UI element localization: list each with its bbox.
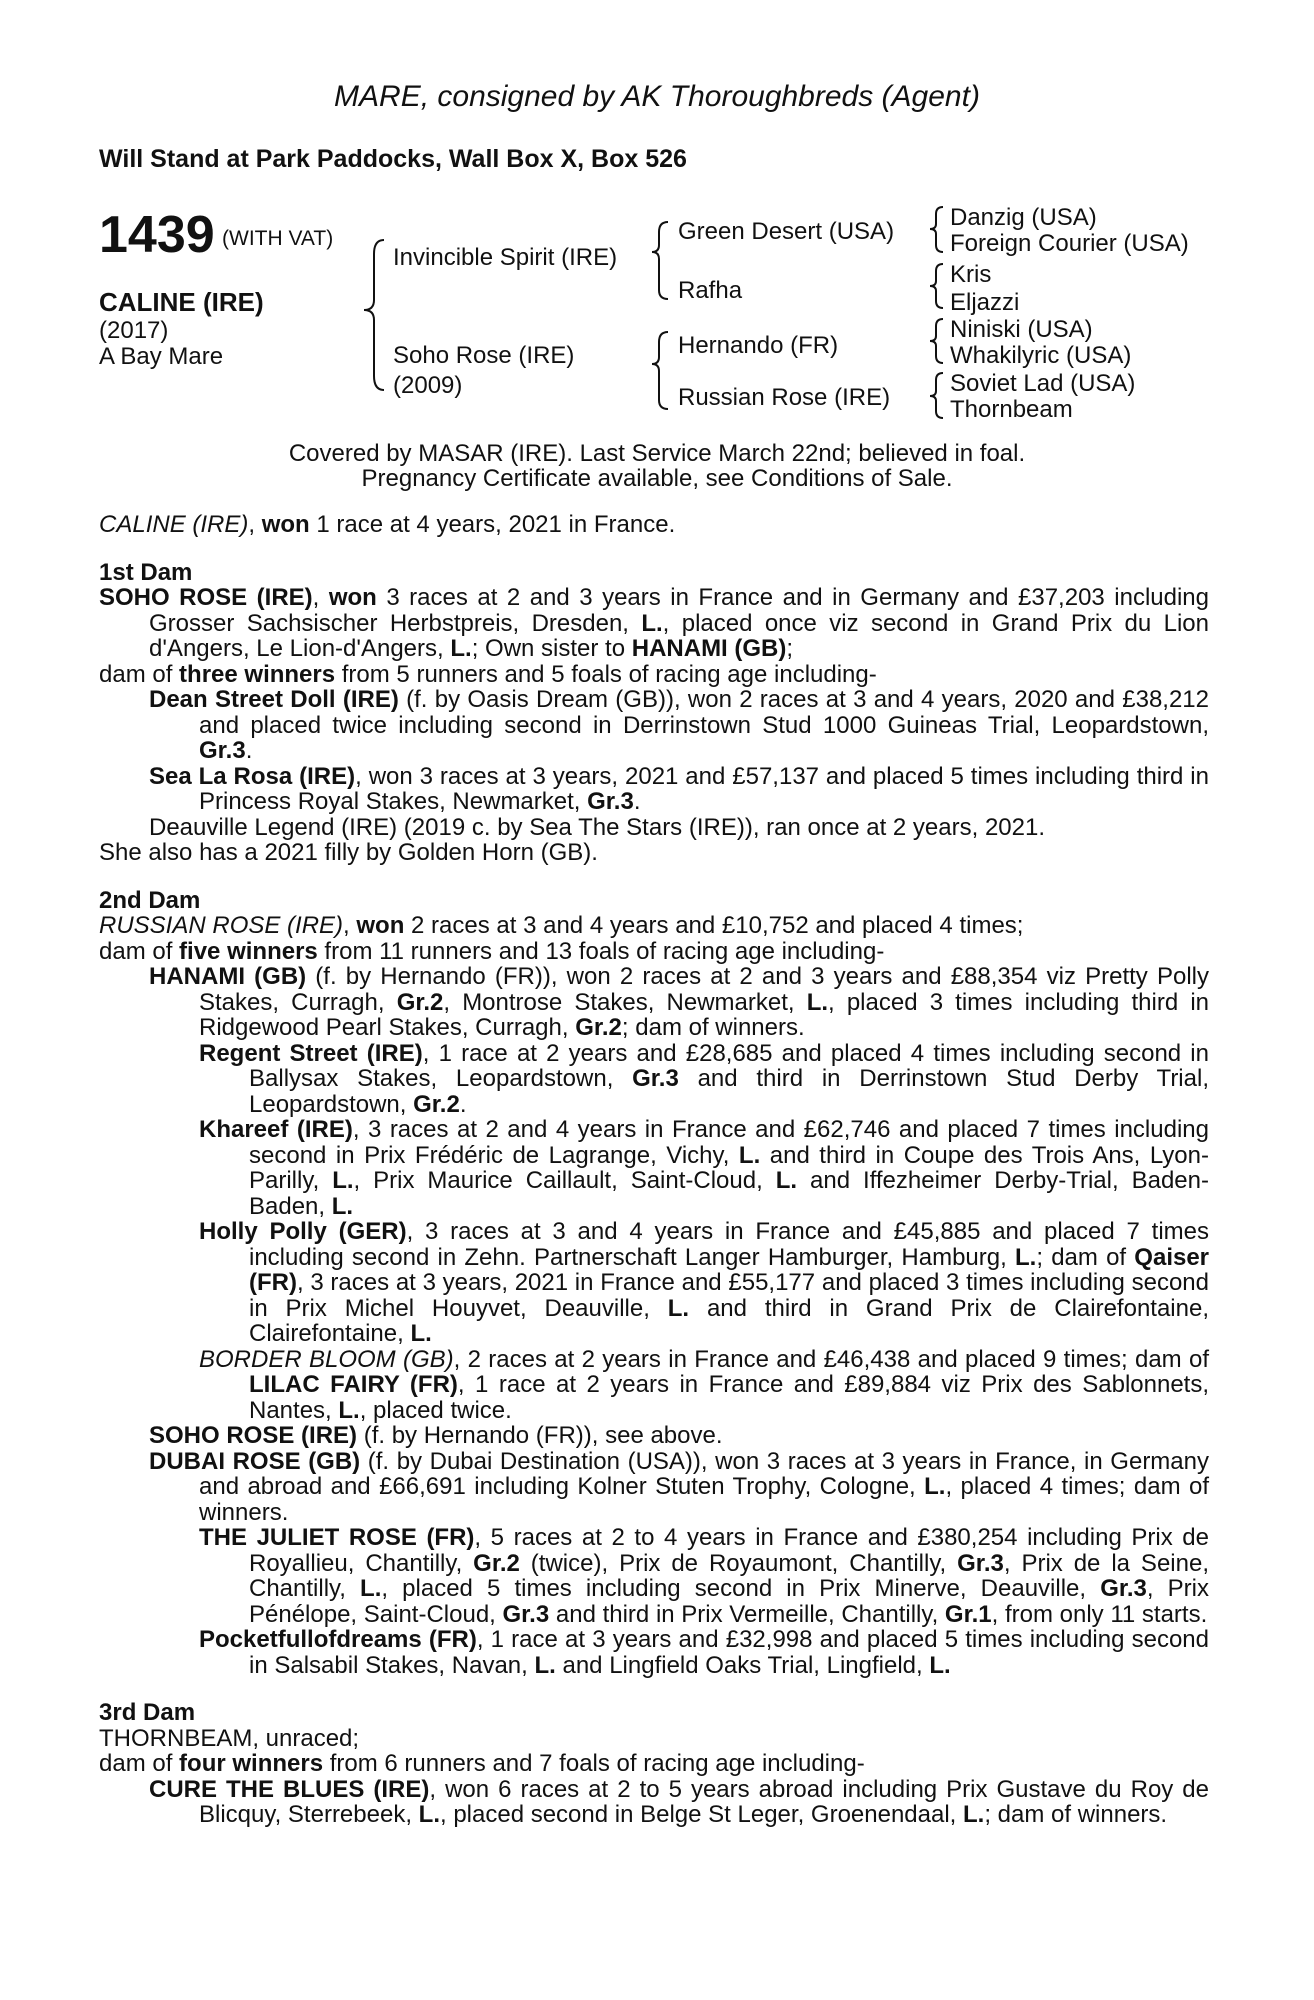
- sire-sire-name: Green Desert (USA): [678, 218, 895, 245]
- produce-entry: HANAMI (GB) (f. by Hernando (FR)), won 2 races at 2 and 3 years and £88,354 viz Pretty Polly Stakes, Curragh, Gr.2, Montrose Stakes, Newmarket, L., placed 3 times including third in Ridgewood Pearl Stakes, Curragh, Gr.2; dam of winners.: [149, 963, 1210, 1041]
- horse-description: A Bay Mare: [99, 343, 224, 370]
- second-dam-produce-summary: dam of five winners from 11 runners and 13 foals of racing age including-: [99, 937, 885, 965]
- produce-entry: BORDER BLOOM (GB), 2 races at 2 years in France and £46,438 and placed 9 times; dam of LILAC FAIRY (FR), 1 race at 2 years in France and £89,884 viz Prix des Sablonnets, Nantes, L., placed twice.: [199, 1345, 1209, 1424]
- dam-year: (2009): [393, 372, 463, 399]
- dam-sire-name: Hernando (FR): [678, 332, 839, 359]
- sire-dam-name: Rafha: [678, 277, 743, 304]
- race-record: CALINE (IRE), won 1 race at 4 years, 2021 in France.: [99, 511, 676, 538]
- consignor-title: MARE, consigned by AK Thoroughbreds (Agent): [334, 80, 980, 113]
- bracket-generation-1: [364, 240, 384, 390]
- ancestor-name: Eljazzi: [950, 289, 1020, 316]
- ancestor-name: Soviet Lad (USA): [950, 370, 1136, 397]
- dam-dam-name: Russian Rose (IRE): [678, 384, 891, 411]
- vat-note: (WITH VAT): [222, 227, 334, 250]
- sire-name: Invincible Spirit (IRE): [393, 244, 618, 271]
- bracket-dam: [652, 332, 668, 409]
- third-dam-heading: 3rd Dam: [99, 1699, 196, 1726]
- produce-entry: SOHO ROSE (IRE) (f. by Hernando (FR)), see above.: [149, 1422, 723, 1449]
- ancestor-name: Danzig (USA): [950, 204, 1097, 231]
- produce-entry: Holly Polly (GER), 3 races at 3 and 4 years in France and £45,885 and placed 7 times including second in Zehn. Partnerschaft Langer Hamburger, Hamburg, L.; dam of Qaiser (FR), 3 races at 3 years, 2021 in France and £55,177 and placed 3 times including second in Prix Michel Houyvet, Deauville, L. and third in Grand Prix de Clairefontaine, Clairefontaine, L.: [199, 1218, 1210, 1347]
- third-dam-produce-summary: dam of four winners from 6 runners and 7 foals of racing age including-: [99, 1750, 865, 1777]
- bracket-sire: [652, 222, 668, 299]
- produce-entry: THE JULIET ROSE (FR), 5 races at 2 to 4 years in France and £380,254 including Prix de Royallieu, Chantilly, Gr.2 (twice), Prix de Royaumont, Chantilly, Gr.3, Prix de la Seine, Chantilly, L., placed 5 times including second in Prix Minerve, Deauville, Gr.3, Prix Pénélope, Saint-Cloud, Gr.3 and third in Prix Vermeille, Chantilly, Gr.1, from only 11 starts.: [199, 1524, 1210, 1628]
- produce-entry: Khareef (IRE), 3 races at 2 and 4 years in France and £62,746 and placed 7 times including second in Prix Frédéric de Lagrange, Vichy, L. and third in Coupe des Trois Ans, Lyon-Parilly, L., Prix Maurice Caillault, Saint-Cloud, L. and Iffezheimer Derby-Trial, Baden-Baden, L.: [199, 1116, 1209, 1220]
- first-dam-produce-summary: dam of three winners from 5 runners and 5 foals of racing age including-: [99, 660, 877, 688]
- third-dam-record: THORNBEAM, unraced;: [99, 1724, 360, 1752]
- pedigree-brackets: [0, 0, 1314, 430]
- bracket-g-3: [930, 319, 943, 363]
- first-dam-record: SOHO ROSE (IRE), won 3 races at 2 and 3 years in France and in Germany and £37,203 including Grosser Sachsischer Herbstpreis, Dresden, L., placed once viz second in Grand Prix du Lion d'Angers, Le Lion-d'Angers, L.; Own sister to HANAMI (GB);: [99, 584, 1210, 662]
- ancestor-name: Niniski (USA): [950, 316, 1093, 343]
- produce-entry: DUBAI ROSE (GB) (f. by Dubai Destination (USA)), won 3 races at 3 years in France, in Germany and abroad and £66,691 including Kolner Stuten Trophy, Cologne, L., placed 4 times; dam of winners.: [149, 1447, 1209, 1526]
- pregnancy-notice: Pregnancy Certificate available, see Conditions of Sale.: [361, 465, 953, 492]
- second-dam-heading: 2nd Dam: [99, 886, 201, 914]
- produce-entry: CURE THE BLUES (IRE), won 6 races at 2 to 5 years abroad including Prix Gustave du Roy de Blicquy, Sterrebeek, L., placed second in Belge St Leger, Groenendaal, L.; dam of winners.: [149, 1775, 1209, 1828]
- first-dam-heading: 1st Dam: [99, 558, 193, 586]
- cover-notice: Covered by MASAR (IRE). Last Service March 22nd; believed in foal.: [288, 440, 1026, 467]
- lot-number: 1439: [99, 206, 215, 264]
- ancestor-name: Thornbeam: [950, 396, 1073, 423]
- horse-name: CALINE (IRE): [99, 287, 264, 317]
- bracket-g-4: [930, 373, 943, 418]
- ancestor-name: Foreign Courier (USA): [950, 230, 1189, 257]
- produce-record: [99, 512, 1209, 1828]
- bracket-g-2: [930, 264, 943, 308]
- dam-name: Soho Rose (IRE): [393, 342, 575, 369]
- produce-entry: Sea La Rosa (IRE), won 3 races at 3 years, 2021 and £57,137 and placed 5 times including third in Princess Royal Stakes, Newmarket, Gr.3.: [149, 762, 1209, 815]
- foaling-year: (2017): [99, 317, 169, 344]
- bracket-g-1: [930, 207, 943, 252]
- produce-entry: Regent Street (IRE), 1 race at 2 years and £28,685 and placed 4 times including second in Ballysax Stakes, Leopardstown, Gr.3 and third in Derrinstown Stud Derby Trial, Leopardstown, Gr.2.: [199, 1039, 1209, 1118]
- stabling-location: Will Stand at Park Paddocks, Wall Box X, Box 526: [99, 145, 687, 173]
- produce-entry: Pocketfullofdreams (FR), 1 race at 3 years and £32,998 and placed 5 times including second in Salsabil Stakes, Navan, L. and Lingfield Oaks Trial, Lingfield, L.: [199, 1626, 1209, 1679]
- produce-entry: She also has a 2021 filly by Golden Horn (GB).: [99, 839, 598, 866]
- second-dam-record: RUSSIAN ROSE (IRE), won 2 races at 3 and 4 years and £10,752 and placed 4 times;: [99, 912, 1024, 939]
- ancestor-name: Kris: [950, 261, 992, 288]
- ancestor-name: Whakilyric (USA): [950, 342, 1132, 369]
- produce-entry: Deauville Legend (IRE) (2019 c. by Sea The Stars (IRE)), ran once at 2 years, 2021.: [149, 813, 1046, 841]
- produce-entry: Dean Street Doll (IRE) (f. by Oasis Dream (GB)), won 2 races at 3 and 4 years, 2020 and £38,212 and placed twice including second in Derrinstown Stud 1000 Guineas Trial, Leopardstown, Gr.3.: [149, 686, 1210, 764]
